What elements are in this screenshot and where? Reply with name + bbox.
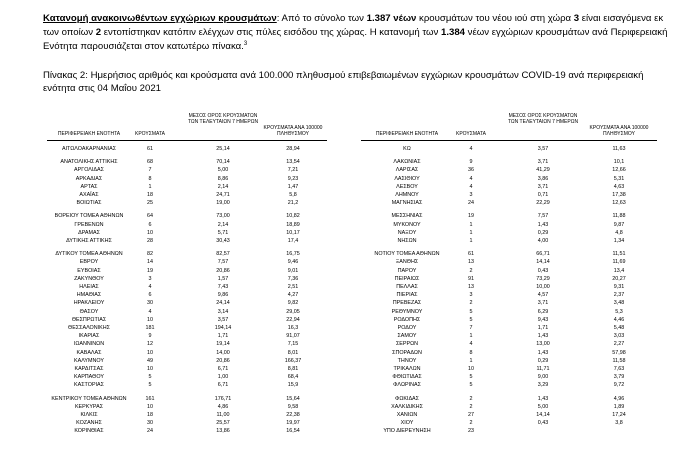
right-region-name: ΚΩ xyxy=(403,146,411,152)
left-region-avg7: 19,14 xyxy=(216,341,230,348)
left-region-avg7: 82,57 xyxy=(216,251,230,258)
right-region-cases: 23 xyxy=(468,428,474,435)
left-region-avg7: 70,14 xyxy=(216,159,230,166)
left-region-avg7: 176,71 xyxy=(214,395,232,402)
right-region-per100k: 3,48 xyxy=(613,300,625,307)
right-region-name: ΣΠΟΡΑΔΩΝ xyxy=(392,349,422,356)
left-region-cases: 4 xyxy=(148,308,152,315)
left-region-per100k: 15,64 xyxy=(286,395,300,402)
left-region-per100k: 68,4 xyxy=(287,374,299,381)
left-region-per100k: 7,15 xyxy=(287,341,299,348)
left-region-cases: 10 xyxy=(147,229,153,236)
left-region-cases: 25 xyxy=(147,200,153,207)
right-region-cases: 9 xyxy=(469,159,473,166)
right-region-name: ΧΑΝΙΩΝ xyxy=(396,412,418,418)
right-region-per100k: 11,51 xyxy=(612,251,626,258)
right-region-cases: 1 xyxy=(469,221,473,228)
left-region-avg7: 1,57 xyxy=(217,275,229,282)
table-caption: Πίνακας 2: Ημερήσιος αριθμός και κρούσματα ανά 100.000 πληθυσμού επιβεβαιωμένων εγχώριων κρουσμάτων COVID-19 ανά περιφερειακή ενότητα στις 04 Μαΐου 2021 xyxy=(43,70,644,94)
right-region-per100k: 4,96 xyxy=(613,395,625,402)
right-region-avg7: 1,71 xyxy=(537,325,549,331)
right-region-per100k: 5,48 xyxy=(613,325,625,331)
left-region-cases: 49 xyxy=(147,357,153,364)
left-region-per100k: 29,05 xyxy=(286,308,300,315)
right-region-avg7: 14,14 xyxy=(536,412,550,418)
paragraph-text: κρουσμάτων του νέου ιού στη χώρα xyxy=(416,13,574,24)
paragraph-text: είναι εισαγόμενα εκ των οποίων xyxy=(43,13,664,38)
right-region-avg7: 6,29 xyxy=(537,308,549,315)
left-region-per100k: 8,81 xyxy=(287,366,299,372)
right-region-cases: 10 xyxy=(468,366,474,372)
left-region-per100k: 8,01 xyxy=(287,349,299,356)
right-region-avg7: 73,29 xyxy=(536,275,550,282)
left-region-name: ΚΟΡΙΝΘΙΑΣ xyxy=(74,428,104,435)
right-region-cases: 27 xyxy=(468,412,474,418)
left-region-per100k: 16,75 xyxy=(286,251,300,258)
left-region-per100k: 2,51 xyxy=(287,284,299,290)
left-region-name: ΗΛΕΙΑΣ xyxy=(79,284,99,290)
left-region-cases: 9 xyxy=(148,333,152,340)
left-region-name: ΙΚΑΡΙΑΣ xyxy=(78,333,100,340)
left-region-name: ΘΑΣΟΥ xyxy=(79,308,99,315)
right-region-name: ΝΟΤΙΟΥ ΤΟΜΕΑ ΑΘΗΝΩΝ xyxy=(374,251,440,258)
left-region-avg7: 3,14 xyxy=(217,308,229,315)
paragraph-text: εντοπίστηκαν κατόπιν ελέγχων στις πύλες εισόδου της χώρας. Η κατανομή των xyxy=(101,27,441,38)
left-region-avg7: 25,57 xyxy=(216,420,230,427)
right-region-avg7: 4,00 xyxy=(537,238,549,244)
left-region-name: ΔΥΤΙΚΗΣ ΑΤΤΙΚΗΣ xyxy=(66,238,112,244)
left-region-cases: 10 xyxy=(147,316,153,323)
left-region-cases: 61 xyxy=(147,146,153,152)
left-region-avg7: 1,00 xyxy=(217,374,229,381)
left-region-avg7: 30,43 xyxy=(216,238,230,244)
right-region-name: ΛΑΚΩΝΙΑΣ xyxy=(393,159,421,166)
left-region-name: ΚΑΛΥΜΝΟΥ xyxy=(74,357,104,364)
right-region-name: ΝΗΣΩΝ xyxy=(397,238,417,244)
right-region-cases: 2 xyxy=(469,300,473,307)
right-region-avg7: 9,00 xyxy=(537,374,549,381)
right-region-avg7: 5,00 xyxy=(537,403,549,410)
left-region-avg7: 14,00 xyxy=(216,349,230,356)
left-region-cases: 18 xyxy=(147,412,153,418)
right-region-name: ΧΑΛΚΙΔΙΚΗΣ xyxy=(391,403,423,410)
right-region-name: ΜΥΚΟΝΟΥ xyxy=(393,221,421,228)
left-region-cases: 10 xyxy=(147,349,153,356)
right-region-name: ΠΡΕΒΕΖΑΣ xyxy=(392,300,422,307)
left-region-name: ΖΑΚΥΝΘΟΥ xyxy=(74,275,104,282)
right-region-name: ΦΘΙΩΤΙΔΑΣ xyxy=(392,374,422,381)
left-region-cases: 19 xyxy=(147,267,153,274)
right-region-cases: 2 xyxy=(469,267,473,274)
left-region-avg7: 7,43 xyxy=(217,284,229,290)
right-region-per100k: 4,46 xyxy=(613,316,625,323)
left-region-name: ΚΑΒΑΛΑΣ xyxy=(76,349,102,356)
left-region-avg7: 20,86 xyxy=(216,267,230,274)
left-region-name: ΙΩΑΝΝΙΝΩΝ xyxy=(73,341,105,348)
left-region-name: ΒΟΙΩΤΙΑΣ xyxy=(76,200,102,207)
left-region-cases: 30 xyxy=(147,420,153,427)
right-region-avg7: 1,43 xyxy=(537,333,549,340)
left-region-cases: 5 xyxy=(148,382,152,389)
left-region-per100k: 91,07 xyxy=(286,333,300,340)
header-divider-left xyxy=(47,140,327,141)
right-region-per100k: 3,79 xyxy=(613,374,625,381)
right-region-cases: 2 xyxy=(469,403,473,410)
left-region-per100k: 16,54 xyxy=(286,428,300,435)
left-region-per100k: 22,94 xyxy=(286,316,300,323)
header-avg-left: ΜΕΣΟΣ ΟΡΟΣ ΚΡΟΥΣΜΑΤΩΝ ΤΩΝ ΤΕΛΕΥΤΑΙΩΝ 7 ΗΜΕΡΩΝ xyxy=(187,113,259,125)
right-region-name: ΧΙΟΥ xyxy=(400,420,414,427)
right-region-avg7: 14,14 xyxy=(536,259,550,266)
right-region-per100k: 4,63 xyxy=(613,183,625,190)
imported-count: 3 xyxy=(573,13,580,24)
right-region-per100k: 9,31 xyxy=(613,284,625,290)
right-region-name: ΣΕΡΡΩΝ xyxy=(395,341,419,348)
right-region-cases: 1 xyxy=(469,238,473,244)
left-region-name: ΘΕΣΣΑΛΟΝΙΚΗΣ xyxy=(68,325,110,331)
left-region-name: ΑΧΑΪΑΣ xyxy=(79,192,99,198)
domestic-count: 1.384 xyxy=(441,27,466,38)
right-region-name: ΡΟΔΟΠΗΣ xyxy=(393,316,421,323)
left-region-avg7: 5,00 xyxy=(217,167,229,174)
left-region-per100k: 18,89 xyxy=(286,221,300,228)
right-region-name: ΛΕΣΒΟΥ xyxy=(396,183,418,190)
footnote-ref: 3 xyxy=(243,40,248,47)
left-region-name: ΗΜΑΘΙΑΣ xyxy=(76,292,102,299)
right-region-avg7: 41,29 xyxy=(536,167,550,174)
cases-table xyxy=(47,0,675,450)
right-region-per100k: 12,63 xyxy=(612,200,626,207)
left-region-cases: 68 xyxy=(147,159,153,166)
left-region-cases: 6 xyxy=(148,292,152,299)
left-region-name: ΑΝΑΤΟΛΙΚΗΣ ΑΤΤΙΚΗΣ xyxy=(60,159,118,166)
left-region-avg7: 13,86 xyxy=(216,428,230,435)
left-region-cases: 5 xyxy=(148,374,152,381)
left-region-avg7: 7,57 xyxy=(217,259,229,266)
right-region-per100k: 9,72 xyxy=(613,382,625,389)
right-region-cases: 4 xyxy=(469,341,473,348)
right-region-cases: 1 xyxy=(469,333,473,340)
header-avg-right: ΜΕΣΟΣ ΟΡΟΣ ΚΡΟΥΣΜΑΤΩΝ ΤΩΝ ΤΕΛΕΥΤΑΙΩΝ 7 ΗΜΕΡΩΝ xyxy=(507,113,579,125)
right-region-avg7: 1,43 xyxy=(537,349,549,356)
new-cases-count: 1.387 νέων xyxy=(366,13,417,24)
left-region-cases: 4 xyxy=(148,284,152,290)
left-region-per100k: 9,58 xyxy=(287,403,299,410)
left-region-per100k: 10,17 xyxy=(286,229,300,236)
right-region-per100k: 7,63 xyxy=(613,366,625,372)
right-region-name: ΣΑΜΟΥ xyxy=(397,333,417,340)
right-region-name: ΠΕΛΛΑΣ xyxy=(396,284,418,290)
header-region-right: ΠΕΡΙΦΕΡΕΙΑΚΗ ΕΝΟΤΗΤΑ xyxy=(375,131,439,137)
right-region-cases: 7 xyxy=(469,325,473,331)
left-region-cases: 10 xyxy=(147,366,153,372)
right-region-avg7: 0,29 xyxy=(537,357,549,364)
right-region-per100k: 10,1 xyxy=(613,159,625,166)
right-region-avg7: 0,29 xyxy=(537,229,549,236)
right-region-name: ΜΕΣΣΗΝΙΑΣ xyxy=(391,213,423,220)
left-region-per100k: 9,46 xyxy=(287,259,299,266)
left-region-avg7: 11,00 xyxy=(216,412,230,418)
right-region-name: ΛΑΡΙΣΑΣ xyxy=(395,167,419,174)
header-divider-right xyxy=(361,140,657,141)
left-region-name: ΚΕΡΚΥΡΑΣ xyxy=(74,403,104,410)
left-region-per100k: 5,8 xyxy=(289,192,297,198)
left-region-name: ΒΟΡΕΙΟΥ ΤΟΜΕΑ ΑΘΗΝΩΝ xyxy=(54,213,124,220)
left-region-name: ΚΑΣΤΟΡΙΑΣ xyxy=(74,382,104,389)
right-region-name: ΤΗΝΟΥ xyxy=(397,357,417,364)
left-region-per100k: 1,47 xyxy=(287,183,299,190)
right-region-name: ΛΑΣΙΘΙΟΥ xyxy=(394,175,420,182)
left-region-cases: 24 xyxy=(147,428,153,435)
right-region-per100k: 5,3 xyxy=(615,308,623,315)
right-region-avg7: 7,57 xyxy=(537,213,549,220)
paragraph-heading: Κατανομή ανακοινωθέντων εγχώριων κρουσμάτων xyxy=(43,13,277,24)
right-region-avg7: 3,86 xyxy=(537,175,549,182)
right-region-avg7: 10,00 xyxy=(536,284,550,290)
right-region-per100k: 1,89 xyxy=(613,403,625,410)
right-region-name: ΞΑΝΘΗΣ xyxy=(395,259,419,266)
right-region-cases: 2 xyxy=(469,395,473,402)
left-region-cases: 8 xyxy=(148,175,152,182)
right-region-per100k: 3,03 xyxy=(613,333,625,340)
header-cases-right: ΚΡΟΥΣΜΑΤΑ xyxy=(456,131,486,137)
left-region-per100k: 15,9 xyxy=(287,382,299,389)
right-region-avg7: 13,00 xyxy=(536,341,550,348)
header-per100k-right: ΚΡΟΥΣΜΑΤΑ ΑΝΑ 100000 ΠΛΗΘΥΣΜΟΥ xyxy=(589,125,649,137)
right-region-cases: 3 xyxy=(469,292,473,299)
left-region-cases: 6 xyxy=(148,221,152,228)
left-region-avg7: 3,57 xyxy=(217,316,229,323)
left-region-per100k: 21,2 xyxy=(287,200,299,207)
left-region-avg7: 73,00 xyxy=(216,213,230,220)
header-per100k-left: ΚΡΟΥΣΜΑΤΑ ΑΝΑ 100000 ΠΛΗΘΥΣΜΟΥ xyxy=(263,125,323,137)
left-region-name: ΗΡΑΚΛΕΙΟΥ xyxy=(73,300,105,307)
right-region-avg7: 9,43 xyxy=(537,316,549,323)
left-region-avg7: 20,86 xyxy=(216,357,230,364)
left-region-avg7: 24,71 xyxy=(216,192,230,198)
right-region-cases: 5 xyxy=(469,308,473,315)
right-region-avg7: 22,29 xyxy=(536,200,550,207)
right-region-per100k: 11,69 xyxy=(612,259,626,266)
left-region-per100k: 9,82 xyxy=(287,300,299,307)
header-cases-left: ΚΡΟΥΣΜΑΤΑ xyxy=(135,131,165,137)
left-region-name: ΕΥΒΟΙΑΣ xyxy=(77,267,101,274)
left-region-cases: 1 xyxy=(148,183,152,190)
right-region-name: ΡΕΘΥΜΝΟΥ xyxy=(391,308,423,315)
right-region-cases: 13 xyxy=(468,284,474,290)
right-region-per100k: 5,31 xyxy=(613,175,625,182)
right-region-avg7: 3,57 xyxy=(537,146,549,152)
right-region-avg7: 66,71 xyxy=(536,251,550,258)
left-region-cases: 10 xyxy=(147,403,153,410)
left-region-avg7: 5,71 xyxy=(217,229,229,236)
right-region-name: ΝΑΞΟΥ xyxy=(397,229,417,236)
right-region-avg7: 1,43 xyxy=(537,395,549,402)
left-region-name: ΚΟΖΑΝΗΣ xyxy=(76,420,102,427)
left-region-name: ΚΑΡΔΙΤΣΑΣ xyxy=(74,366,104,372)
right-region-per100k: 2,27 xyxy=(613,341,625,348)
right-region-avg7: 1,43 xyxy=(537,221,549,228)
right-region-per100k: 57,98 xyxy=(612,349,626,356)
right-region-name: ΡΟΔΟΥ xyxy=(397,325,417,331)
left-region-avg7: 24,14 xyxy=(216,300,230,307)
left-region-avg7: 2,14 xyxy=(217,221,229,228)
left-region-per100k: 4,27 xyxy=(287,292,299,299)
left-region-per100k: 10,82 xyxy=(286,213,300,220)
right-region-name: ΛΗΜΝΟΥ xyxy=(395,192,419,198)
right-region-name: ΜΑΓΝΗΣΙΑΣ xyxy=(391,200,423,207)
left-region-name: ΘΕΣΠΡΩΤΙΑΣ xyxy=(71,316,107,323)
header-region-left: ΠΕΡΙΦΕΡΕΙΑΚΗ ΕΝΟΤΗΤΑ xyxy=(57,131,121,137)
left-region-cases: 181 xyxy=(145,325,155,331)
left-region-per100k: 19,97 xyxy=(286,420,300,427)
right-region-per100k: 2,37 xyxy=(613,292,625,299)
right-region-avg7: 11,71 xyxy=(536,366,550,372)
right-region-avg7: 0,71 xyxy=(537,192,549,198)
left-region-per100k: 9,01 xyxy=(287,267,299,274)
left-region-name: ΕΒΡΟΥ xyxy=(79,259,99,266)
left-region-cases: 18 xyxy=(147,192,153,198)
left-region-name: ΑΙΤΩΛΟΑΚΑΡΝΑΝΙΑΣ xyxy=(61,146,117,152)
right-region-cases: 8 xyxy=(469,349,473,356)
right-region-per100k: 11,88 xyxy=(612,213,626,220)
left-region-per100k: 7,36 xyxy=(287,275,299,282)
right-region-name: ΠΑΡΟΥ xyxy=(397,267,417,274)
right-region-avg7: 3,71 xyxy=(537,159,549,166)
right-region-cases: 1 xyxy=(469,229,473,236)
right-region-cases: 3 xyxy=(469,192,473,198)
left-region-cases: 3 xyxy=(148,275,152,282)
right-region-avg7: 4,57 xyxy=(537,292,549,299)
right-region-per100k: 4,8 xyxy=(615,229,623,236)
right-region-avg7: 0,43 xyxy=(537,420,549,427)
border-count: 2 xyxy=(95,27,102,38)
left-region-cases: 28 xyxy=(147,238,153,244)
right-region-per100k: 1,34 xyxy=(613,238,625,244)
left-region-per100k: 16,3 xyxy=(287,325,299,331)
right-region-cases: 24 xyxy=(468,200,474,207)
left-region-cases: 82 xyxy=(147,251,153,258)
right-region-name: ΦΛΩΡΙΝΑΣ xyxy=(393,382,421,389)
left-region-cases: 161 xyxy=(145,395,155,402)
left-region-per100k: 17,4 xyxy=(287,238,299,244)
right-region-cases: 36 xyxy=(468,167,474,174)
left-region-name: ΔΡΑΜΑΣ xyxy=(78,229,100,236)
left-region-avg7: 9,86 xyxy=(217,292,229,299)
left-region-cases: 14 xyxy=(147,259,153,266)
right-region-name: ΦΩΚΙΔΑΣ xyxy=(395,395,419,402)
left-region-avg7: 2,14 xyxy=(217,183,229,190)
right-region-cases: 91 xyxy=(468,275,474,282)
right-region-per100k: 20,27 xyxy=(612,275,626,282)
right-region-avg7: 3,29 xyxy=(537,382,549,389)
left-region-per100k: 9,23 xyxy=(287,175,299,182)
left-region-avg7: 6,71 xyxy=(217,366,229,372)
right-region-per100k: 11,58 xyxy=(612,357,626,364)
right-region-per100k: 17,24 xyxy=(612,412,626,418)
left-region-name: ΓΡΕΒΕΝΩΝ xyxy=(74,221,104,228)
left-region-name: ΑΡΤΑΣ xyxy=(80,183,98,190)
right-region-name: ΤΡΙΚΑΛΩΝ xyxy=(393,366,421,372)
paragraph-text: : Από το σύνολο των xyxy=(276,13,367,24)
right-region-per100k: 12,66 xyxy=(612,167,626,174)
left-region-per100k: 22,38 xyxy=(286,412,300,418)
paragraph-text: νέων εγχώριων κρουσμάτων ανά Περιφερειακή Ενότητα παρουσιάζεται στον κατωτέρω πίνακα. xyxy=(43,27,668,52)
right-region-per100k: 3,8 xyxy=(615,420,623,427)
right-region-cases: 5 xyxy=(469,316,473,323)
left-region-avg7: 6,71 xyxy=(217,382,229,389)
right-region-name: ΠΙΕΡΙΑΣ xyxy=(396,292,418,299)
left-region-name: ΑΡΓΟΛΙΔΑΣ xyxy=(74,167,104,174)
right-region-cases: 1 xyxy=(469,357,473,364)
left-region-cases: 12 xyxy=(147,341,153,348)
right-region-cases: 13 xyxy=(468,259,474,266)
right-region-per100k: 17,38 xyxy=(612,192,626,198)
right-region-per100k: 11,63 xyxy=(612,146,626,152)
left-region-avg7: 8,86 xyxy=(217,175,229,182)
left-region-name: ΚΑΡΠΑΘΟΥ xyxy=(74,374,104,381)
left-region-cases: 30 xyxy=(147,300,153,307)
left-region-avg7: 19,00 xyxy=(216,200,230,207)
left-region-name: ΚΕΝΤΡΙΚΟΥ ΤΟΜΕΑ ΑΘΗΝΩΝ xyxy=(51,395,127,402)
left-region-avg7: 1,71 xyxy=(217,333,229,340)
left-region-avg7: 194,14 xyxy=(214,325,232,331)
right-region-per100k: 9,87 xyxy=(613,221,625,228)
left-region-per100k: 166,37 xyxy=(284,357,302,364)
right-region-name: ΥΠΟ ΔΙΕΡΕΥΝΗΣΗ xyxy=(383,428,431,435)
right-region-avg7: 0,43 xyxy=(537,267,549,274)
left-region-per100k: 28,94 xyxy=(286,146,300,152)
right-region-avg7: 3,71 xyxy=(537,183,549,190)
right-region-cases: 5 xyxy=(469,382,473,389)
left-region-cases: 7 xyxy=(148,167,152,174)
left-region-per100k: 13,54 xyxy=(286,159,300,166)
right-region-per100k: 13,4 xyxy=(613,267,625,274)
left-region-name: ΑΡΚΑΔΙΑΣ xyxy=(75,175,103,182)
left-region-avg7: 4,86 xyxy=(217,403,229,410)
left-region-cases: 64 xyxy=(147,213,153,220)
right-region-cases: 4 xyxy=(469,183,473,190)
left-region-name: ΔΥΤΙΚΟΥ ΤΟΜΕΑ ΑΘΗΝΩΝ xyxy=(55,251,123,258)
right-region-cases: 4 xyxy=(469,146,473,152)
left-region-name: ΚΙΛΚΙΣ xyxy=(80,412,98,418)
right-region-cases: 4 xyxy=(469,175,473,182)
right-region-name: ΠΕΙΡΑΙΩΣ xyxy=(394,275,420,282)
right-region-avg7: 3,71 xyxy=(537,300,549,307)
right-region-cases: 19 xyxy=(468,213,474,220)
right-region-cases: 5 xyxy=(469,374,473,381)
left-region-avg7: 25,14 xyxy=(216,146,230,152)
right-region-cases: 61 xyxy=(468,251,474,258)
right-region-cases: 2 xyxy=(469,420,473,427)
left-region-per100k: 7,21 xyxy=(287,167,299,174)
